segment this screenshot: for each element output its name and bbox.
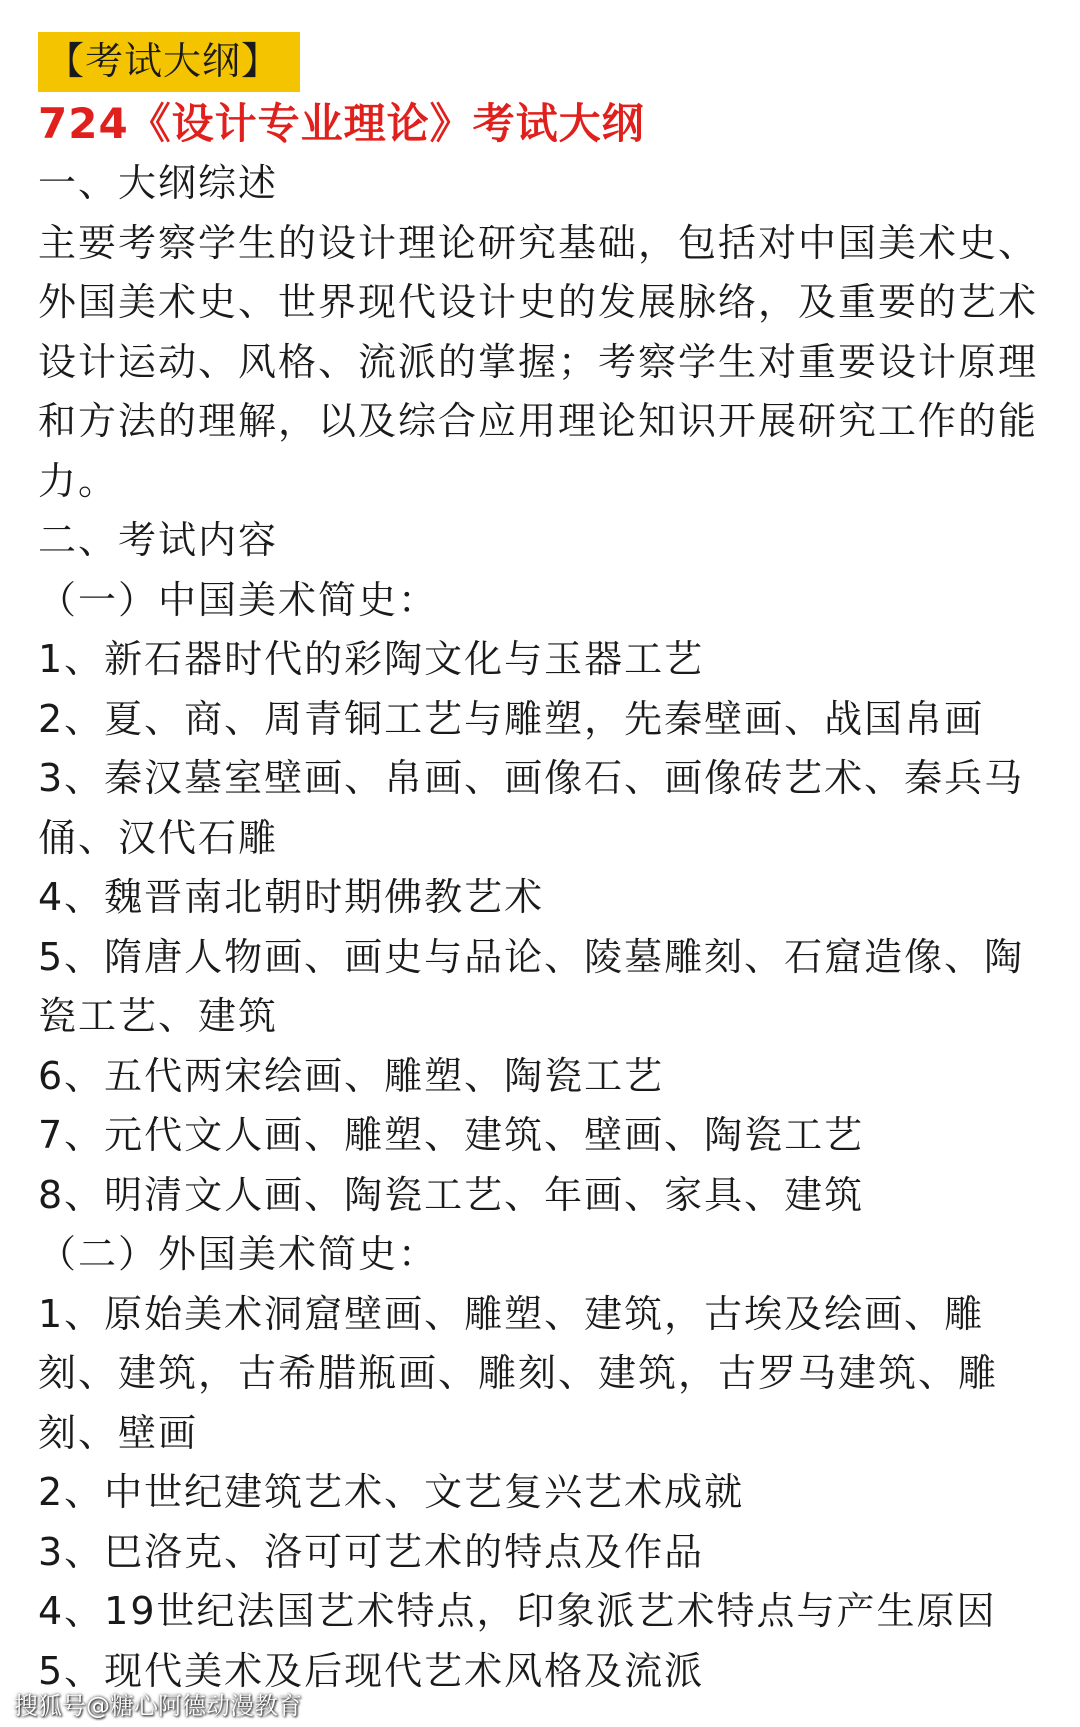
section1-heading: 一、大纲综述: [38, 161, 279, 205]
list-item: 7、元代文人画、雕塑、建筑、壁画、陶瓷工艺: [38, 1113, 865, 1157]
watermark: 搜狐号@糖心阿德动漫教育: [14, 1692, 302, 1720]
section1-paragraph: 主要考察学生的设计理论研究基础，包括对中国美术史、外国美术史、世界现代设计史的发展脉络，及重要的艺术设计运动、风格、流派的掌握；考察学生对重要设计原理和方法的理解，以及综合应用理论知识开展研究工作的能力。: [38, 220, 1039, 503]
list-item: 2、中世纪建筑艺术、文艺复兴艺术成就: [38, 1470, 745, 1514]
document-title: 724《设计专业理论》考试大纲: [38, 99, 645, 148]
list-item: 8、明清文人画、陶瓷工艺、年画、家具、建筑: [38, 1172, 865, 1217]
part1-heading: （一）中国美术简史：: [38, 577, 439, 622]
section2-heading: 二、考试内容: [38, 518, 279, 562]
list-item: 4、魏晋南北朝时期佛教艺术: [38, 875, 545, 919]
list-item: 6、五代两宋绘画、雕塑、陶瓷工艺: [38, 1053, 665, 1098]
part2-heading: （二）外国美术简史：: [38, 1232, 439, 1276]
list-item: 3、秦汉墓室壁画、帛画、画像石、画像砖艺术、秦兵马俑、汉代石雕: [38, 756, 1025, 860]
list-item: 2、夏、商、周青铜工艺与雕塑，先秦壁画、战国帛画: [38, 696, 985, 741]
list-item: 4、19世纪法国艺术特点，印象派艺术特点与产生原因: [38, 1589, 997, 1633]
section-tag: 【考试大纲】: [38, 32, 300, 92]
list-item: 3、巴洛克、洛可可艺术的特点及作品: [38, 1529, 705, 1574]
list-item: 1、原始美术洞窟壁画、雕塑、建筑，古埃及绘画、雕刻、建筑，古希腊瓶画、雕刻、建筑，古罗马建筑、雕刻、壁画: [38, 1291, 999, 1455]
list-item: 1、新石器时代的彩陶文化与玉器工艺: [38, 637, 705, 681]
list-item: 5、现代美术及后现代艺术风格及流派: [38, 1648, 705, 1693]
list-item: 5、隋唐人物画、画史与品论、陵墓雕刻、石窟造像、陶瓷工艺、建筑: [38, 934, 1025, 1038]
